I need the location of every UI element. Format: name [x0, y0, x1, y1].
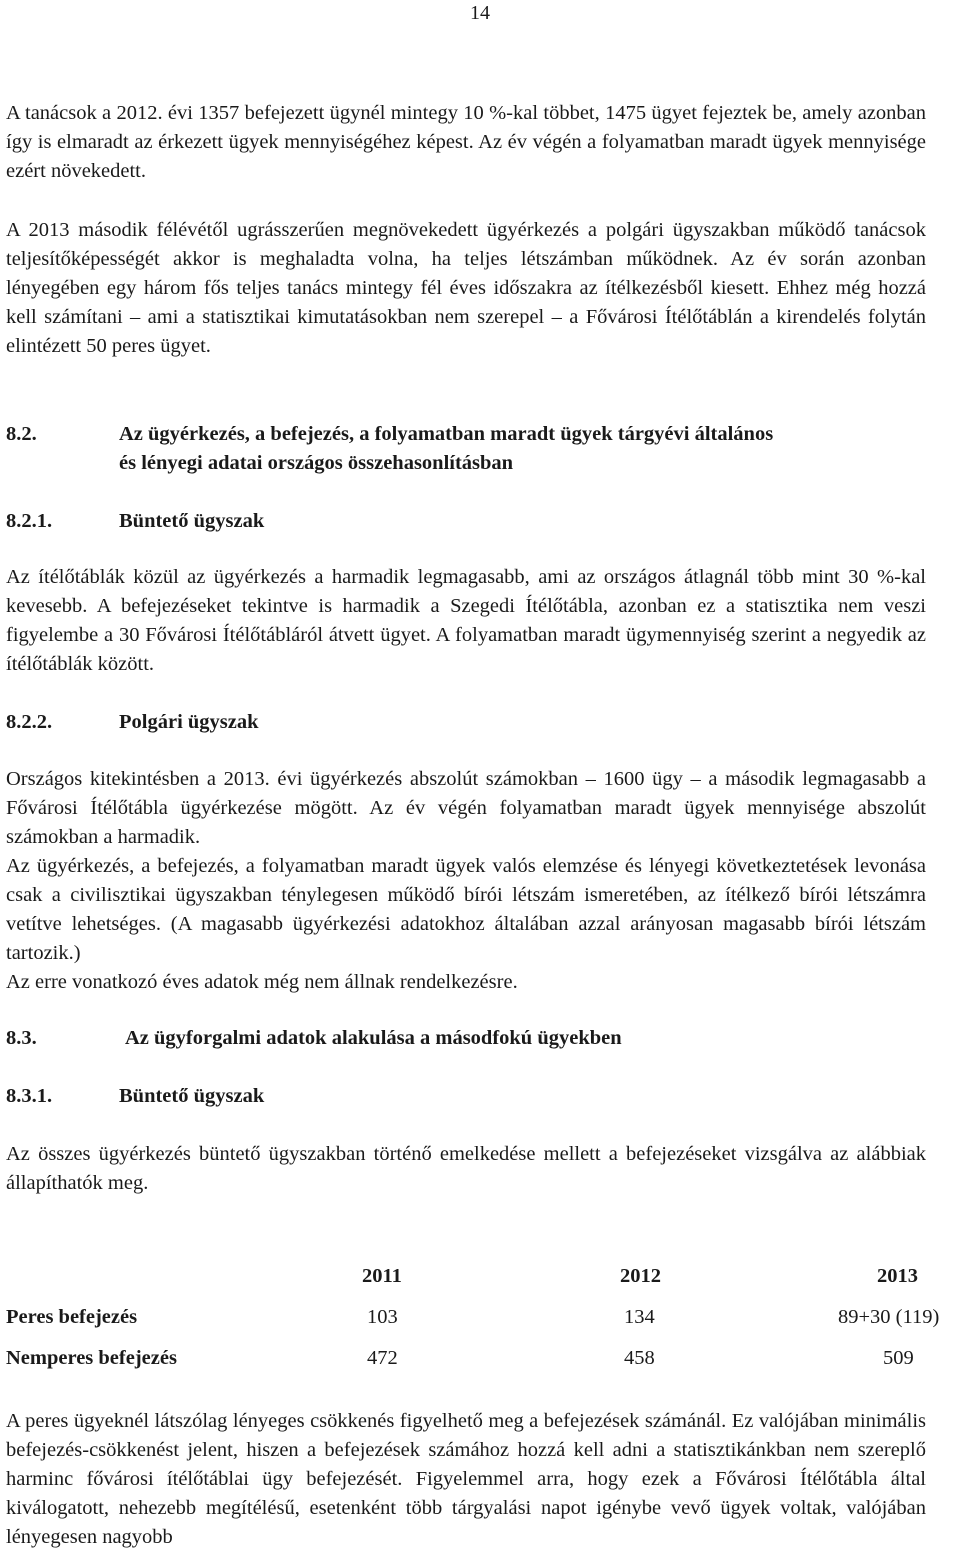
- heading-title-line1: Az ügyérkezés, a befejezés, a folyamatban maradt ügyek tárgyévi általános: [119, 423, 774, 445]
- table-cell: 509: [883, 1347, 914, 1369]
- paragraph-7: Az összes ügyérkezés büntető ügyszakban történő emelkedése mellett a befejezéseket vizsgálva az alábbiak állapíthatók meg.: [6, 1143, 926, 1194]
- heading-title: Polgári ügyszak: [119, 711, 259, 733]
- table-header-year: 2012: [620, 1265, 661, 1287]
- table-header-year: 2013: [877, 1265, 918, 1287]
- table-cell: 89+30 (119): [838, 1306, 940, 1328]
- paragraph-3: Az ítélőtáblák közül az ügyérkezés a harmadik legmagasabb, ami az országos átlagnál több mint 30 %-kal kevesebb. A befejezéseket tekintve is harmadik a Szegedi Ítélőtábla, azonban ez a statisztika nem veszi figyelembe a 30 Fővárosi Ítélőtábláról átvett ügyet. A folyamatban maradt ügymennyiség szerint a negyedik az ítélőtáblák között.: [6, 566, 926, 675]
- heading-8-3-1: [6, 1082, 926, 1111]
- heading-number: 8.3.1.: [6, 1085, 53, 1107]
- heading-8-2: [6, 420, 926, 478]
- paragraph-2: A 2013 második félévétől ugrásszerűen megnövekedett ügyérkezés a polgári ügyszakban működő tanácsok teljesítőképességét akkor is meghaladta volna, ha teljes létszámban működnek. Az év során azonban lényegében egy három fős teljes tanács mintegy fél éves időszakra az ítélkezésből kiesett. Ehhez még hozzá kell számítani – ami a statisztikai kimutatásokban nem szerepel – a Fővárosi Ítélőtáblán a kirendelés folytán elintézett 50 peres ügyet.: [6, 219, 926, 357]
- table-cell: 134: [624, 1306, 655, 1328]
- heading-title: Büntető ügyszak: [119, 510, 265, 532]
- heading-8-3: [6, 1024, 926, 1053]
- paragraph-8: A peres ügyeknél látszólag lényeges csökkenés figyelhető meg a befejezések számánál. Ez valójában minimális befejezés-csökkenést jelent, hiszen a befejezések számához hozzá kell adni a statisztikánkban nem szereplő harminc fővárosi ítélőtáblai ügy befejezését. Figyelemmel arra, hogy ezek a Fővárosi Ítélőtábla által kiválogatott, nehezebb megítélésű, esetenként több tárgyalási napot igénybe vevő ügyek voltak, valójában lényegesen nagyobb: [6, 1410, 926, 1548]
- heading-title: Büntető ügyszak: [119, 1085, 265, 1107]
- heading-8-2-2: [6, 708, 926, 737]
- heading-number: 8.3.: [6, 1027, 37, 1049]
- table-header-year: 2011: [362, 1265, 402, 1287]
- paragraph-6: Az erre vonatkozó éves adatok még nem állnak rendelkezésre.: [6, 971, 518, 993]
- heading-number: 8.2.1.: [6, 510, 53, 532]
- page-number: 14: [470, 2, 490, 24]
- table-cell: 472: [367, 1347, 398, 1369]
- table-cell: 103: [367, 1306, 398, 1328]
- paragraph-4: Országos kitekintésben a 2013. évi ügyérkezés abszolút számokban – 1600 ügy – a második legmagasabb a Fővárosi Ítélőtábla ügyérkezése mögött. Az év végén folyamatban maradt ügyek mennyisége abszolút számokban a harmadik.: [6, 768, 926, 848]
- heading-number: 8.2.: [6, 423, 37, 445]
- table-row-label: Peres befejezés: [6, 1306, 138, 1328]
- heading-title: Az ügyforgalmi adatok alakulása a másodfokú ügyekben: [125, 1027, 622, 1049]
- heading-title-line2: és lényegi adatai országos összehasonlításban: [119, 452, 514, 474]
- heading-8-2-1: [6, 507, 926, 536]
- paragraph-5: Az ügyérkezés, a befejezés, a folyamatban maradt ügyek valós elemzése és lényegi következtetések levonása csak a civilisztikai ügyszakban ténylegesen működő bírói létszám ismeretében, az ítélkező bírói létszámra vetítve lehetséges. (A magasabb ügyérkezési adatokhoz általában azzal arányosan magasabb bírói létszám tartozik.): [6, 855, 926, 964]
- paragraph-1: A tanácsok a 2012. évi 1357 befejezett ügynél mintegy 10 %-kal többet, 1475 ügyet fejeztek be, amely azonban így is elmaradt az érkezett ügyek mennyiségéhez képest. Az év végén a folyamatban maradt ügyek mennyisége ezért növekedett.: [6, 102, 926, 182]
- heading-number: 8.2.2.: [6, 711, 53, 733]
- table-row-label: Nemperes befejezés: [6, 1347, 177, 1369]
- table-cell: 458: [624, 1347, 655, 1369]
